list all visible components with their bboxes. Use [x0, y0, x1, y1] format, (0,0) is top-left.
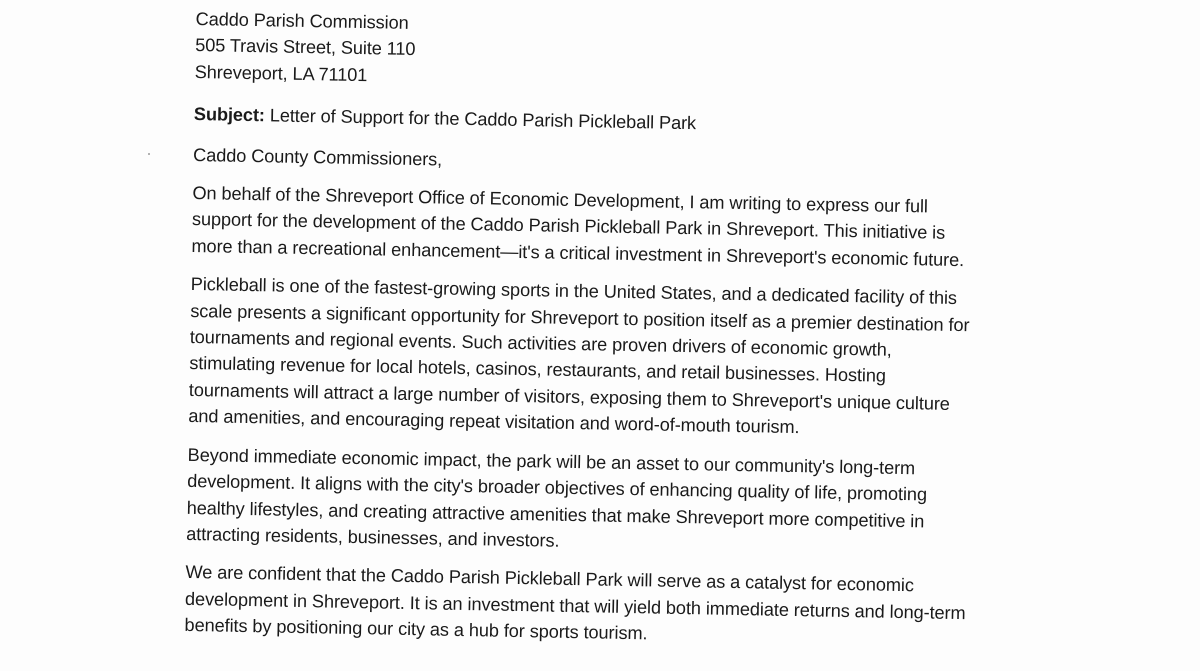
paragraph-line: development. It aligns with the city's broader objectives of enhancing quality of life, promoting	[187, 471, 928, 505]
scan-speck	[148, 153, 150, 155]
paragraph-line: support for the development of the Caddo Parish Pickleball Park in Shreveport. This initiative is	[191, 209, 946, 244]
paragraph-line: benefits by positioning our city as a hub for sports tourism.	[184, 615, 648, 644]
paragraph-4	[184, 559, 1015, 653]
paragraph-line: attracting residents, businesses, and investors.	[186, 523, 560, 551]
paragraph-1	[191, 180, 1022, 274]
recipient-address	[194, 6, 1025, 100]
paragraph-line: and amenities, and encouraging repeat visitation and word-of-mouth tourism.	[188, 406, 800, 438]
paragraph-2	[188, 271, 1021, 445]
paragraph-3	[186, 442, 1018, 563]
paragraph-line: We are confident that the Caddo Parish Pickleball Park will serve as a catalyst for economic	[185, 562, 914, 596]
subject-label: Subject:	[193, 104, 266, 126]
paragraph-line: healthy lifestyles, and creating attractive amenities that make Shreveport more competitive in	[186, 497, 925, 531]
address-line-1: Caddo Parish Commission	[195, 8, 409, 33]
address-line-3: Shreveport, LA 71101	[194, 61, 368, 85]
salutation: Caddo County Commissioners,	[192, 144, 443, 170]
paragraph-line: stimulating revenue for local hotels, casinos, restaurants, and retail businesses. Hosting	[189, 353, 887, 387]
paragraph-line: tournaments and regional events. Such activities are proven drivers of economic growth,	[189, 327, 892, 360]
subject-text: Letter of Support for the Caddo Parish Pickleball Park	[264, 105, 697, 134]
paragraph-line: more than a recreational enhancement—it's a critical investment in Shreveport's economic future.	[191, 235, 965, 270]
paragraph-line: scale presents a significant opportunity for Shreveport to position itself as a premier destination for	[190, 300, 970, 335]
paragraph-line: Pickleball is one of the fastest-growing sports in the United States, and a dedicated facility of this	[190, 274, 958, 309]
subject-line	[194, 101, 1024, 143]
paragraph-line: tournaments will attract a large number of visitors, exposing them to Shreveport's unique culture	[188, 379, 950, 414]
paragraph-line: development in Shreveport. It is an investment that will yield both immediate returns and long-term	[184, 588, 966, 623]
letter-body	[184, 0, 1026, 654]
paragraph-line: On behalf of the Shreveport Office of Economic Development, I am writing to express our full	[192, 183, 929, 217]
address-line-2: 505 Travis Street, Suite 110	[194, 35, 416, 60]
paragraph-line: Beyond immediate economic impact, the park will be an asset to our community's long-term	[187, 444, 916, 478]
